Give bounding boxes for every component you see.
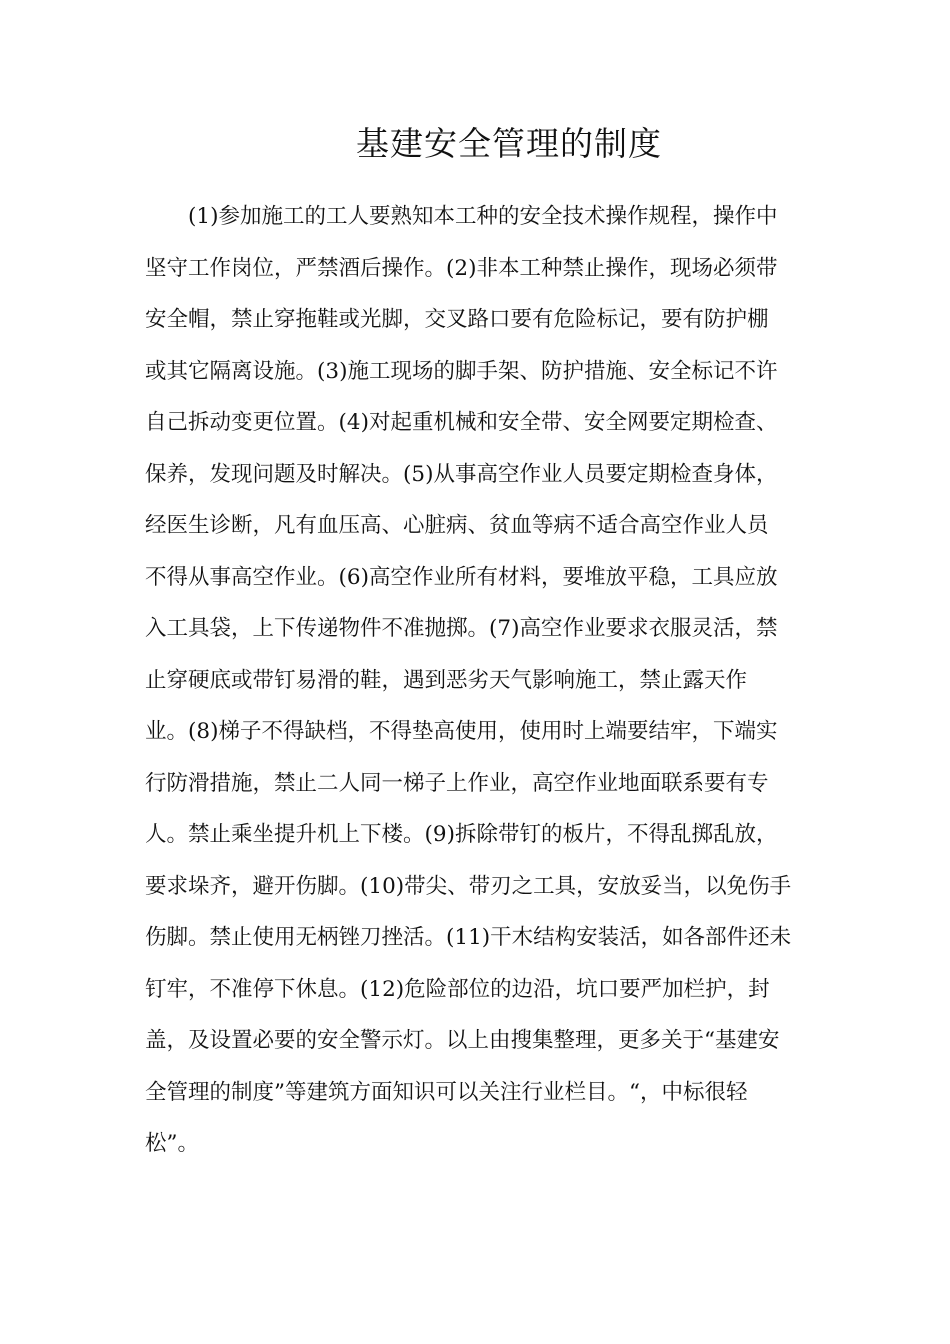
text-line: 保养，发现问题及时解决。(5)从事高空作业人员要定期检查身体， (145, 461, 778, 487)
text-line: 业。(8)梯子不得缺档，不得垫高使用，使用时上端要结牢，下端实 (145, 719, 778, 744)
text-line: 不得从事高空作业。(6)高空作业所有材料，要堆放平稳，工具应放 (145, 564, 778, 590)
text-line: 松”。 (145, 1131, 199, 1156)
page-title: 基建安全管理的制度 (356, 124, 662, 163)
text-line: 或其它隔离设施。(3)施工现场的脚手架、防护措施、安全标记不许 (145, 358, 778, 384)
text-line: 要求垛齐，避开伤脚。(10)带尖、带刃之工具，安放妥当，以免伤手 (145, 873, 792, 899)
text-line: (1)参加施工的工人要熟知本工种的安全技术操作规程，操作中 (188, 204, 778, 229)
text-line: 盖，及设置必要的安全警示灯。以上由搜集整理，更多关于“基建安 (145, 1028, 780, 1053)
text-line: 止穿硬底或带钉易滑的鞋，遇到恶劣天气影响施工，禁止露天作 (145, 667, 748, 693)
text-line: 全管理的制度”等建筑方面知识可以关注行业栏目。“，中标很轻 (145, 1079, 748, 1105)
text-line: 坚守工作岗位，严禁酒后操作。(2)非本工种禁止操作，现场必须带 (145, 255, 778, 281)
text-line: 行防滑措施，禁止二人同一梯子上作业，高空作业地面联系要有专 (145, 770, 769, 796)
text-line: 入工具袋，上下传递物件不准抛掷。(7)高空作业要求衣服灵活，禁 (145, 616, 778, 641)
text-line: 自己拆动变更位置。(4)对起重机械和安全带、安全网要定期检查、 (145, 410, 778, 435)
text-line: 钉牢，不准停下休息。(12)危险部位的边沿，坑口要严加栏护，封 (145, 976, 770, 1002)
text-line: 人。禁止乘坐提升机上下楼。(9)拆除带钉的板片，不得乱掷乱放， (145, 822, 778, 847)
text-line: 经医生诊断，凡有血压高、心脏病、贫血等病不适合高空作业人员 (145, 513, 769, 538)
text-line: 伤脚。禁止使用无柄锉刀挫活。(11)干木结构安装活，如各部件还未 (145, 925, 792, 950)
text-line: 安全帽，禁止穿拖鞋或光脚，交叉路口要有危险标记，要有防护棚 (145, 307, 769, 332)
